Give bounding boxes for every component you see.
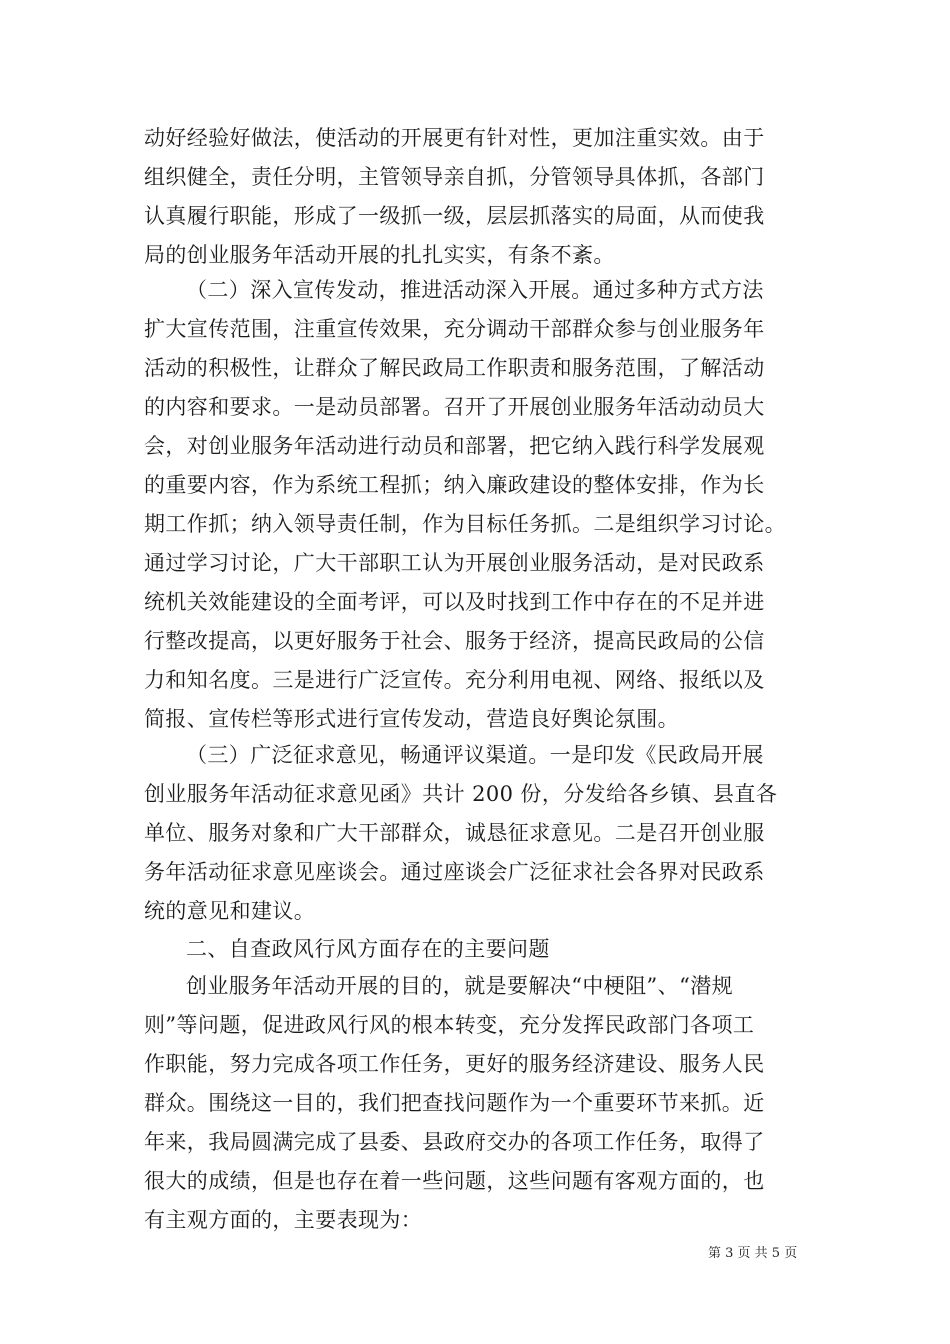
text-line: 动好经验好做法，使活动的开展更有针对性，更加注重实效。由于 xyxy=(144,126,765,150)
text-line: 统的意见和建议。 xyxy=(144,899,316,923)
text-line: 的内容和要求。一是动员部署。召开了开展创业服务年活动动员大 xyxy=(144,395,765,419)
text-line: 则”等问题，促进政风行风的根本转变，充分发挥民政部门各项工 xyxy=(144,1013,755,1037)
text-line: 扩大宣传范围，注重宣传效果，充分调动干部群众参与创业服务年 xyxy=(144,317,765,341)
text-line: 认真履行职能，形成了一级抓一级，层层抓落实的局面，从而使我 xyxy=(144,204,765,228)
text-line: 局的创业服务年活动开展的扎扎实实，有条不紊。 xyxy=(144,243,615,267)
text-line: 有主观方面的，主要表现为： xyxy=(144,1208,423,1232)
section-heading: 二、自查政风行风方面存在的主要问题 xyxy=(186,937,550,961)
text-line: 年来，我局圆满完成了县委、县政府交办的各项工作任务，取得了 xyxy=(144,1130,765,1154)
text-line: 会，对创业服务年活动进行动员和部署，把它纳入践行科学发展观 xyxy=(144,434,765,458)
paragraph-heading-3: （三）广泛征求意见，畅通评议渠道。一是印发《民政局开展 xyxy=(186,743,764,767)
paragraph-heading-2: （二）深入宣传发动，推进活动深入开展。通过多种方式方法 xyxy=(186,278,764,302)
text-line: 简报、宣传栏等形式进行宣传发动，营造良好舆论氛围。 xyxy=(144,707,679,731)
text-line: 的重要内容，作为系统工程抓；纳入廉政建设的整体安排，作为长 xyxy=(144,473,765,497)
text-line: 统机关效能建设的全面考评，可以及时找到工作中存在的不足并进 xyxy=(144,590,765,614)
text-line: 务年活动征求意见座谈会。通过座谈会广泛征求社会各界对民政系 xyxy=(144,860,765,884)
text-line: 行整改提高，以更好服务于社会、服务于经济，提高民政局的公信 xyxy=(144,629,765,653)
text-line: 期工作抓；纳入领导责任制，作为目标任务抓。二是组织学习讨论。 xyxy=(144,512,786,536)
text-line: 创业服务年活动征求意见函》共计 200 份，分发给各乡镇、县直各 xyxy=(144,782,778,806)
text-line: 组织健全，责任分明，主管领导亲自抓，分管领导具体抓，各部门 xyxy=(144,165,765,189)
text-line: 创业服务年活动开展的目的，就是要解决“中梗阻”、“潜规 xyxy=(186,974,734,998)
page-number-footer: 第 3 页 共 5 页 xyxy=(708,1246,798,1261)
text-line: 作职能，努力完成各项工作任务，更好的服务经济建设、服务人民 xyxy=(144,1052,765,1076)
text-line: 力和知名度。三是进行广泛宣传。充分利用电视、网络、报纸以及 xyxy=(144,668,765,692)
text-line: 很大的成绩，但是也存在着一些问题，这些问题有客观方面的，也 xyxy=(144,1169,765,1193)
text-line: 活动的积极性，让群众了解民政局工作职责和服务范围，了解活动 xyxy=(144,356,765,380)
text-line: 群众。围绕这一目的，我们把查找问题作为一个重要环节来抓。近 xyxy=(144,1091,765,1115)
text-line: 通过学习讨论，广大干部职工认为开展创业服务活动，是对民政系 xyxy=(144,551,765,575)
text-line: 单位、服务对象和广大干部群众，诚恳征求意见。二是召开创业服 xyxy=(144,821,765,845)
